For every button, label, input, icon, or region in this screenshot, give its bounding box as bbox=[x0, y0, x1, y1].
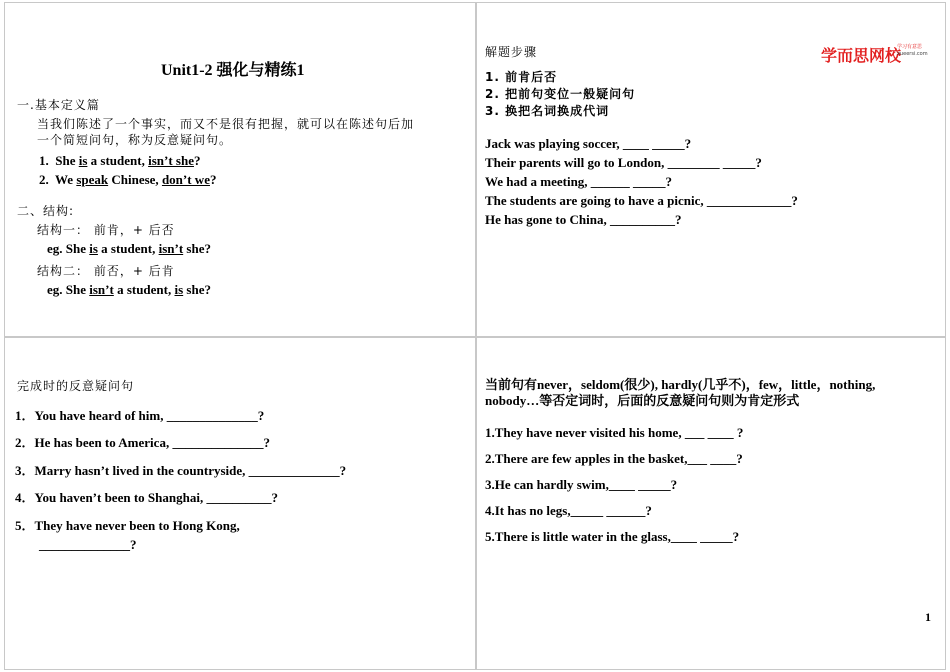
practice-question: Their parents will go to London, ________ _____? bbox=[485, 155, 762, 170]
xueersi-logo: 学而思网校 bbox=[821, 46, 902, 65]
logo-tagline: 学习有意思 bbox=[897, 44, 923, 50]
perfect-tense-heading: 完成时的反意疑问句 bbox=[17, 379, 135, 393]
section-structure: 二、结构: bbox=[17, 204, 75, 218]
step-2: 2. 把前句变位一般疑问句 bbox=[485, 87, 636, 101]
structure-one: 结构一： 前肯，+ 后否 bbox=[37, 223, 175, 237]
example-1: 1. She is a student, isn’t she? bbox=[39, 153, 201, 168]
question-5: 5．They have never been to Hong Kong, bbox=[15, 518, 240, 533]
example-2: 2. We speak Chinese, don’t we? bbox=[39, 172, 217, 187]
structure-one-example: eg. She is a student, isn’t she? bbox=[47, 241, 211, 256]
slide-4 bbox=[476, 337, 946, 670]
slide-3 bbox=[4, 337, 476, 670]
logo-url: xueersi.com bbox=[897, 51, 928, 57]
question-4: 4．You haven’t been to Shanghai, __________? bbox=[15, 490, 278, 505]
negative-words-intro-2: nobody…等否定词时，后面的反意疑问句则为肯定形式 bbox=[485, 393, 800, 408]
practice-question: The students are going to have a picnic, _____________? bbox=[485, 193, 798, 208]
practice-question: We had a meeting, ______ _____? bbox=[485, 174, 673, 189]
slide-1 bbox=[4, 2, 476, 337]
question-5-blank: ______________? bbox=[39, 537, 137, 552]
exercise-item: 5.There is little water in the glass,____ _____? bbox=[485, 529, 740, 544]
negative-words-intro-1: 当前句有never，seldom(很少), hardly(几乎不)，few，little，nothing, bbox=[485, 377, 876, 392]
slide-2 bbox=[476, 2, 946, 337]
question-1: 1．You have heard of him, ______________? bbox=[15, 408, 265, 423]
slide-title: Unit1-2 强化与精练1 bbox=[161, 62, 305, 79]
definition-line-2: 一个简短问句，称为反意疑问句。 bbox=[37, 133, 233, 147]
step-3: 3. 换把名词换成代词 bbox=[485, 104, 610, 118]
definition-line-1: 当我们陈述了一个事实，而又不是很有把握，就可以在陈述句后加 bbox=[37, 117, 415, 131]
practice-question: He has gone to China, __________? bbox=[485, 212, 682, 227]
exercise-item: 4.It has no legs,_____ ______? bbox=[485, 503, 652, 518]
exercise-item: 2.There are few apples in the basket,___ ____? bbox=[485, 451, 743, 466]
exercise-item: 3.He can hardly swim,____ _____? bbox=[485, 477, 678, 492]
structure-two-example: eg. She isn’t a student, is she? bbox=[47, 282, 211, 297]
section-basic-definition: 一.基本定义篇 bbox=[17, 98, 100, 112]
step-1: 1. 前肯后否 bbox=[485, 70, 558, 84]
structure-two: 结构二： 前否，+ 后肯 bbox=[37, 264, 175, 278]
exercise-item: 1.They have never visited his home, ___ ____ ? bbox=[485, 425, 744, 440]
practice-question: Jack was playing soccer, ____ _____? bbox=[485, 136, 692, 151]
question-2: 2．He has been to America, ______________? bbox=[15, 435, 270, 450]
solution-steps-heading: 解题步骤 bbox=[485, 45, 538, 59]
page-number: 1 bbox=[925, 610, 931, 624]
question-3: 3．Marry hasn’t lived in the countryside, ______________? bbox=[15, 463, 347, 478]
